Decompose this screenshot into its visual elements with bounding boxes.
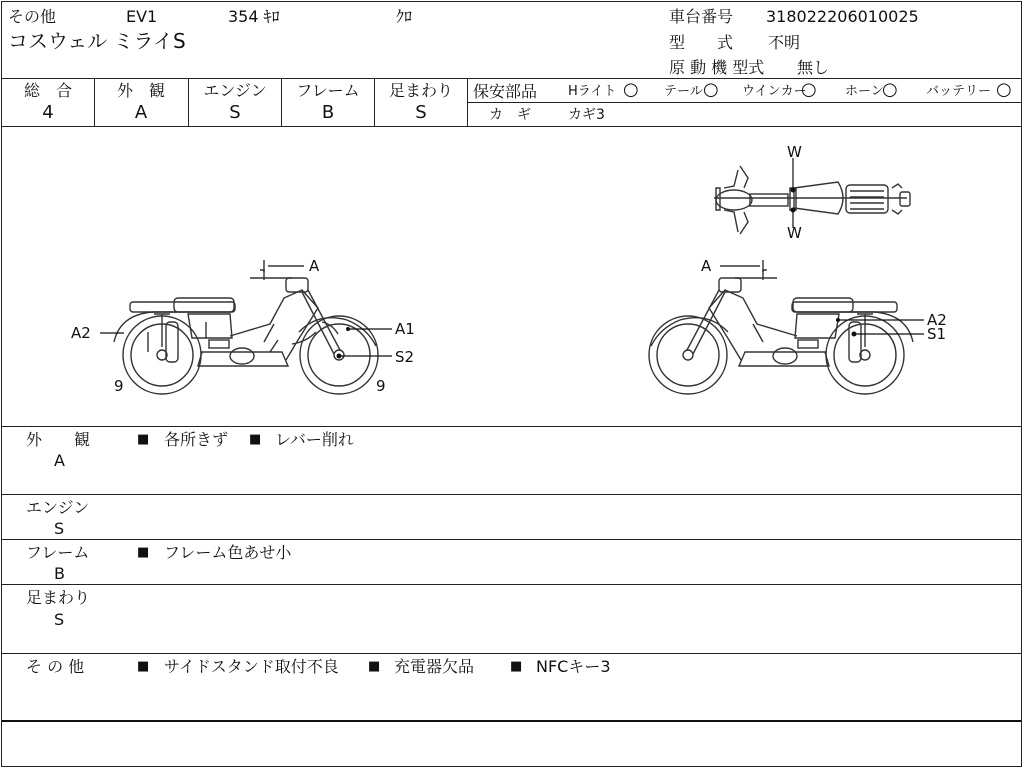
right-label-A2: A2: [927, 311, 947, 329]
left-label-A1: A1: [395, 320, 415, 338]
safety-tail-label: テール: [664, 84, 703, 99]
bullet: ■: [510, 659, 523, 674]
grade-engine-label: エンジン: [203, 81, 267, 100]
safety-title: 保安部品: [473, 82, 538, 101]
left-label-S2: S2: [395, 348, 415, 366]
engine-type-value: 無し: [797, 58, 830, 77]
bike-diagram: [2, 2, 1022, 426]
section-engine-label: エンジン: [26, 498, 90, 517]
bullet: ■: [137, 659, 150, 674]
safety-winker-mark: ○: [801, 79, 817, 100]
top-label-W-lower: W: [787, 224, 802, 242]
safety-headlight-mark: ○: [623, 79, 639, 100]
right-label-S1: S1: [927, 325, 947, 343]
bike-left-side: [114, 270, 378, 394]
grade-engine-value: S: [229, 102, 241, 123]
model-code: EV1: [126, 7, 158, 26]
type-value: 不明: [768, 33, 801, 52]
section-other-note-2: 充電器欠品: [394, 657, 475, 676]
engine-type-label: 原 動 機 型式: [669, 58, 765, 77]
safety-horn-mark: ○: [882, 79, 898, 100]
safety-battery-mark: ○: [996, 79, 1012, 100]
left-label-A2: A2: [71, 324, 91, 342]
safety-tail-mark: ○: [703, 79, 719, 100]
bike-right-side: [649, 270, 913, 394]
frame-number: 318022206010025: [766, 7, 919, 26]
safety-battery-label: バッテリー: [926, 84, 992, 99]
bullet: ■: [249, 432, 262, 447]
right-label-A: A: [701, 257, 712, 275]
grade-exterior-value: A: [134, 102, 148, 123]
bullet: ■: [368, 659, 381, 674]
key-label: カ ギ: [489, 107, 531, 123]
grade-suspension-value: S: [415, 102, 427, 123]
safety-horn-label: ホーン: [845, 84, 884, 99]
left-front-tread: 9: [376, 377, 386, 395]
safety-winker-label: ウインカー: [742, 84, 807, 99]
section-exterior-label: 外 観: [26, 430, 91, 449]
grade-overall-label: 総 合: [23, 81, 72, 100]
section-other-label: そ の 他: [26, 657, 85, 676]
grade-frame-label: フレーム: [296, 81, 360, 100]
grade-frame-value: B: [321, 102, 335, 123]
grade-suspension-label: 足まわり: [388, 81, 453, 100]
section-frame-grade: B: [54, 564, 65, 583]
section-other-note-3: NFCキー3: [536, 657, 611, 676]
left-label-A: A: [309, 257, 320, 275]
section-suspension-grade: S: [54, 610, 65, 629]
section-other-note-1: サイドスタンド取付不良: [164, 657, 339, 676]
frame-number-label: 車台番号: [669, 7, 734, 26]
section-frame-note-1: フレーム色あせ小: [164, 543, 292, 562]
top-label-W-upper: W: [787, 143, 802, 161]
bullet: ■: [137, 545, 150, 560]
color: ｸﾛ: [396, 7, 413, 26]
model-name: コスウェル ミライS: [8, 29, 186, 53]
inspection-sheet: [1, 1, 1022, 767]
safety-headlight-label: Hライト: [568, 84, 617, 99]
section-suspension-label: 足まわり: [26, 588, 91, 607]
section-engine-grade: S: [54, 519, 65, 538]
type-label: 型 式: [669, 33, 734, 52]
left-rear-tread: 9: [114, 377, 124, 395]
section-exterior-note-1: 各所きず: [164, 430, 229, 449]
bike-top-view: [714, 166, 910, 234]
section-exterior-note-2: レバー削れ: [275, 430, 354, 449]
key-value: カギ3: [568, 107, 605, 123]
mileage: 354 ｷﾛ: [228, 7, 280, 26]
other-label: その他: [8, 7, 57, 26]
bullet: ■: [137, 432, 150, 447]
right-side-callouts: [701, 257, 947, 343]
section-frame-label: フレーム: [26, 543, 90, 562]
grade-overall-value: 4: [42, 102, 54, 123]
grade-exterior-label: 外 観: [116, 81, 165, 100]
section-exterior-grade: A: [54, 451, 65, 470]
